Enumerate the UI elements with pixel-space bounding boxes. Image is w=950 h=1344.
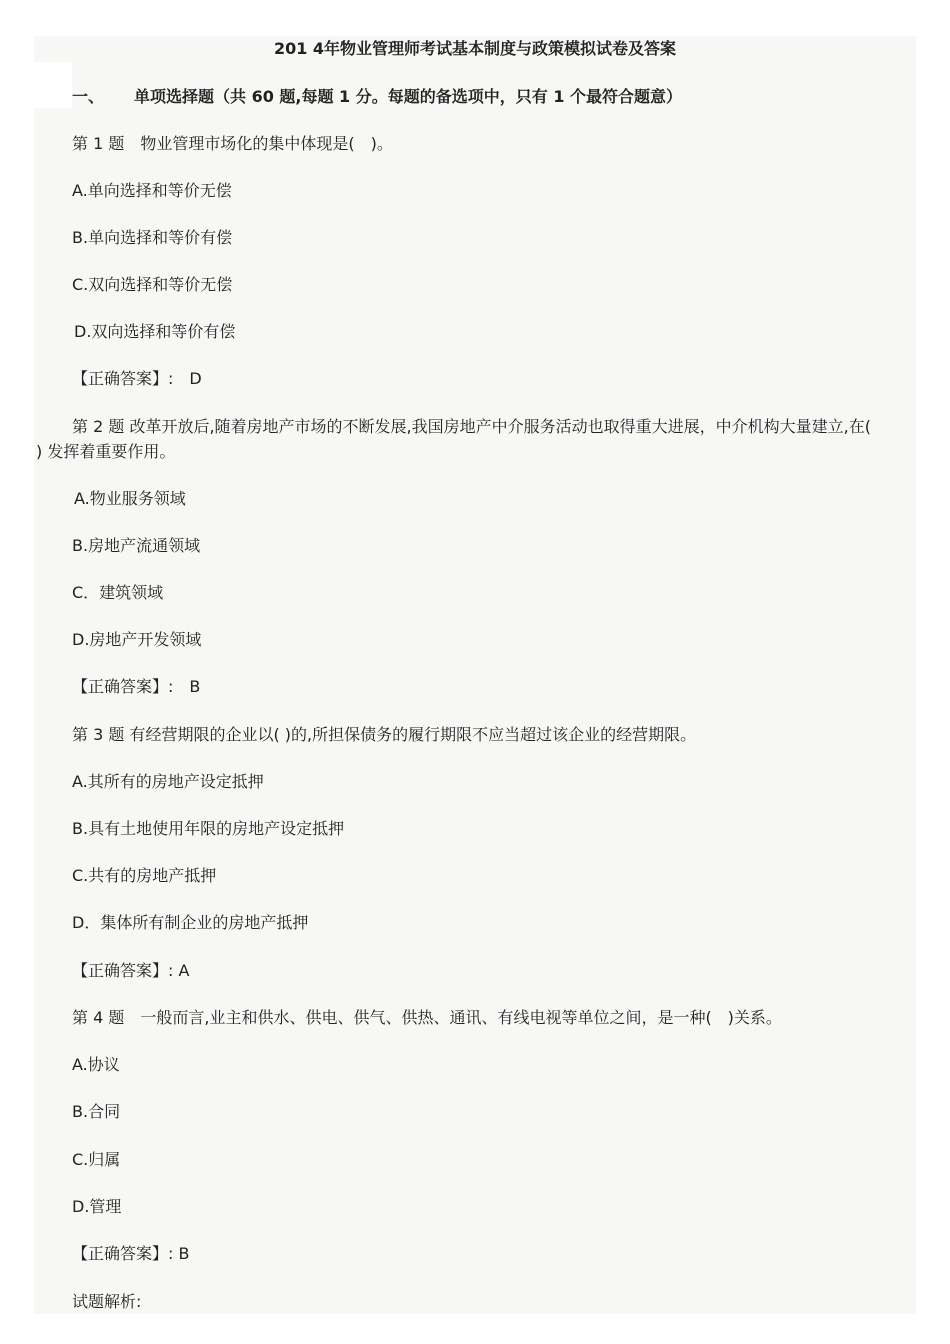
document-title: 201 4年物业管理师考试基本制度与政策模拟试卷及答案 xyxy=(273,39,677,58)
question-2-option-c: C．建筑领域 xyxy=(72,583,164,602)
question-4-option-c: C.归属 xyxy=(72,1150,121,1169)
question-1-stem: 第 1 题 物业管理市场化的集中体现是( )。 xyxy=(72,134,393,153)
question-3-stem: 第 3 题 有经营期限的企业以( )的,所担保债务的履行期限不应当超过该企业的经营期限。 xyxy=(72,725,697,744)
page-corner-notch xyxy=(34,62,72,108)
question-3-option-c: C.共有的房地产抵押 xyxy=(72,866,217,885)
question-1-option-c: C.双向选择和等价无偿 xyxy=(72,275,233,294)
question-1-option-a: A.单向选择和等价无偿 xyxy=(72,181,232,200)
question-2-option-a: A.物业服务领域 xyxy=(74,489,186,508)
question-2-option-b: B.房地产流通领域 xyxy=(72,536,201,555)
question-3-option-b: B.具有土地使用年限的房地产设定抵押 xyxy=(72,819,345,838)
question-4-option-a: A.协议 xyxy=(72,1055,120,1074)
question-1-option-b: B.单向选择和等价有偿 xyxy=(72,228,233,247)
question-3-answer: 【正确答案】: A xyxy=(72,961,190,980)
question-4-answer: 【正确答案】: B xyxy=(72,1244,190,1263)
question-2-stem-continuation: ) 发挥着重要作用。 xyxy=(36,442,176,461)
question-3-option-d: D．集体所有制企业的房地产抵押 xyxy=(72,913,309,932)
question-3-option-a: A.其所有的房地产设定抵押 xyxy=(72,772,264,791)
section-number: 一、 xyxy=(72,87,105,106)
question-1-answer: 【正确答案】: D xyxy=(72,369,202,388)
question-4-stem: 第 4 题 一般而言,业主和供水、供电、供气、供热、通讯、有线电视等单位之间，是一种( )关系。 xyxy=(72,1008,782,1027)
section-heading: 单项选择题（共 60 题,每题 1 分。每题的备选项中，只有 1 个最符合题意） xyxy=(134,87,683,106)
question-4-option-b: B.合同 xyxy=(72,1102,121,1121)
question-4-option-d: D.管理 xyxy=(72,1197,122,1216)
analysis-label: 试题解析: xyxy=(72,1292,142,1311)
question-2-option-d: D.房地产开发领域 xyxy=(72,630,202,649)
question-2-stem: 第 2 题 改革开放后,随着房地产市场的不断发展,我国房地产中介服务活动也取得重大进展，中介机构大量建立,在( xyxy=(72,417,871,436)
question-1-option-d: D.双向选择和等价有偿 xyxy=(74,322,236,341)
question-2-answer: 【正确答案】: B xyxy=(72,677,201,696)
